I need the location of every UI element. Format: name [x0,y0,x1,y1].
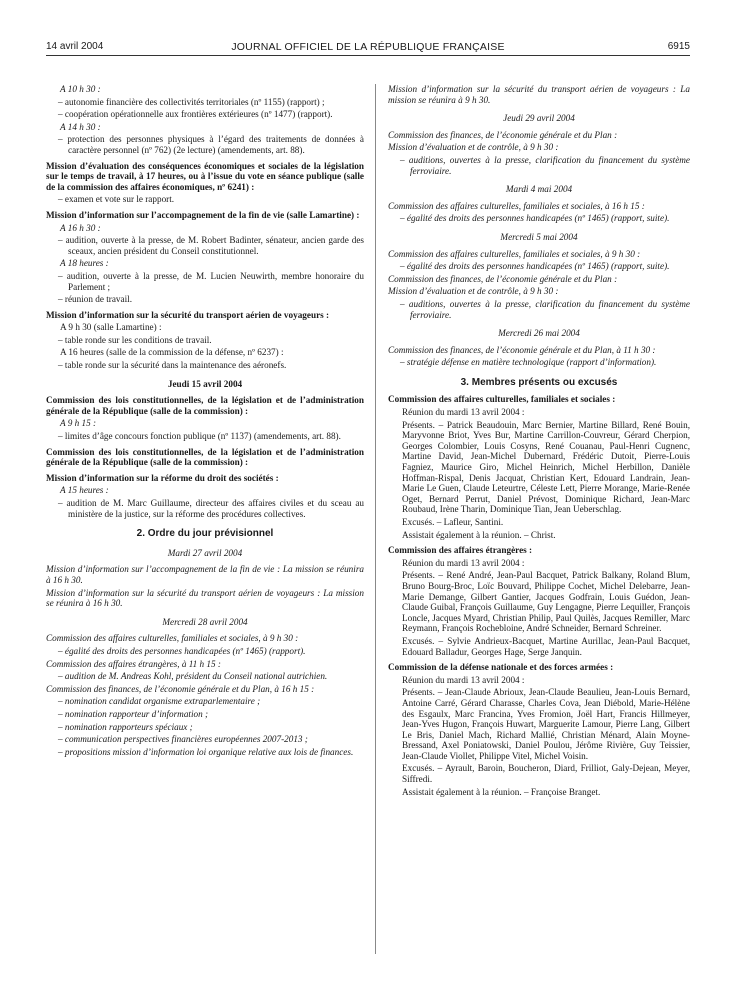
left-paragraph: A 14 h 30 : [60,121,101,132]
left-paragraph: – audition de M. Andreas Kohl, président du Conseil national autrichien. [58,671,328,682]
left-paragraph: – examen et vote sur le rapport. [58,194,175,205]
left-paragraph: Commission des affaires culturelles, familiales et sociales, à 9 h 30 : [46,633,299,644]
right-paragraph: Mission d’évaluation et de contrôle, à 9 h 30 : [388,286,559,297]
right-paragraph: – égalité des droits des personnes handicapées (nº 1465) (rapport, suite). [400,213,670,224]
column-divider [375,84,376,954]
right-paragraph: Excusés. – Ayrault, Baroin, Boucheron, Diard, Frilliot, Galy-Dejean, Meyer, Siffredi. [402,763,690,785]
left-paragraph: Mission d’information sur l’accompagnement de la fin de vie (salle Lamartine) : [46,209,360,220]
left-paragraph: – autonomie financière des collectivités territoriales (nº 1155) (rapport) ; [58,96,325,107]
left-paragraph: Mission d’information sur la réforme du droit des sociétés : [46,472,279,483]
left-paragraph: A 15 heures : [60,485,109,496]
header-date: 14 avril 2004 [46,41,104,52]
left-paragraph: 2. Ordre du jour prévisionnel [136,528,274,540]
left-paragraph: A 10 h 30 : [60,84,101,94]
right-paragraph: Commission des finances, de l’économie générale et du Plan : [388,129,618,140]
left-column [46,84,364,759]
right-paragraph: Commission des affaires culturelles, familiales et sociales, à 16 h 15 : [388,200,645,211]
left-paragraph: – réunion de travail. [58,294,132,305]
left-paragraph: – limites d’âge concours fonction publique (nº 1137) (amendements, art. 88). [58,431,341,442]
left-paragraph: – table ronde sur les conditions de travail. [58,334,212,345]
left-paragraph: A 18 heures : [60,258,109,269]
left-paragraph: Jeudi 15 avril 2004 [167,378,243,389]
right-paragraph: – auditions, ouvertes à la presse, clarification du financement du système ferroviaire. [400,154,690,176]
left-paragraph: Mercredi 28 avril 2004 [162,616,248,627]
left-paragraph: Commission des affaires étrangères, à 11 h 15 : [46,658,221,669]
header-rule [46,55,690,56]
right-paragraph: – auditions, ouvertes à la presse, clarification du financement du système ferroviaire. [400,298,690,320]
left-paragraph: – table ronde sur la sécurité dans la maintenance des aéronefs. [58,360,287,371]
left-paragraph: A 9 h 30 (salle Lamartine) : [60,322,162,333]
right-paragraph: Mission d’évaluation et de contrôle, à 9 h 30 : [388,142,559,153]
right-paragraph: Commission des finances, de l’économie générale et du Plan : [388,273,618,284]
right-paragraph: Commission des affaires culturelles, familiales et sociales, à 9 h 30 : [388,248,641,259]
left-paragraph: – coopération opérationnelle aux frontières extérieures (nº 1477) (rapport). [58,109,333,120]
left-paragraph: Mission d’information sur l’accompagnement de la fin de vie : La mission se réunira à 16 h 30. [46,564,364,585]
right-paragraph: – stratégie défense en matière technologique (rapport d’information). [400,357,657,368]
right-paragraph: Mercredi 26 mai 2004 [498,328,580,339]
right-paragraph: Commission des finances, de l’économie générale et du Plan, à 11 h 30 : [388,344,656,355]
left-paragraph: – audition de M. Marc Guillaume, directeur des affaires civiles et du sceau au ministère de la justice, sur la réforme des procédures collectives. [58,498,364,519]
right-paragraph: – égalité des droits des personnes handicapées (nº 1465) (rapport, suite). [400,261,670,272]
right-paragraph: Mercredi 5 mai 2004 [500,231,578,242]
left-paragraph: – audition, ouverte à la presse, de M. Robert Badinter, sénateur, ancien garde des sceaux, ancien président du Conseil constitutionnel. [58,235,364,256]
left-paragraph: Commission des lois constitutionnelles, de la législation et de l’administration générale de la République (salle de la commission) : [46,446,364,468]
right-paragraph: Présents. – Patrick Beaudouin, Marc Bernier, Martine Billard, René Bouin, Maryvonne Briot, Yves Bur, Martine Carrillon-Couvreur, Gérard Cherpion, Georges Colombier, Louis Cosyns, René Couanau, Paul-Henri Cugnenc, Martine David, Jean-Michel Dubernard, Frédéric Dutoit, Pierre-Louis Fagniez, Maurice Giro, Michel Heinrich, Michel Herbillon, Danièle Hoffman-Rispal, Denis Jacquat, Christian Kert, Edouard Landrain, Jean-Marie Le Guen, Claude Leteurtre, Céleste Lett, Pierre Morange, Marie-Renée Oget, Bernard Perrut, Daniel Prévost, Dominique Richard, Jean-Marc Roubaud, Irène Tharin, Dominique Tian, Jean Ueberschlag. [402,419,690,515]
left-paragraph: Mission d’information sur la sécurité du transport aérien de voyageurs : La mission se réunira à 16 h 30. [46,587,364,609]
right-paragraph: Mission d’information sur la sécurité du transport aérien de voyageurs : La mission se réunira à 9 h 30. [388,84,690,105]
right-paragraph: Commission de la défense nationale et des forces armées : [388,662,614,673]
left-paragraph: Mardi 27 avril 2004 [167,547,243,558]
right-paragraph: Jeudi 29 avril 2004 [503,113,575,124]
left-paragraph: – nomination rapporteurs spéciaux ; [58,721,193,732]
right-paragraph: Commission des affaires étrangères : [388,545,533,556]
right-paragraph: 3. Membres présents ou excusés [460,376,618,388]
left-paragraph: – nomination candidat organisme extraparlementaire ; [58,696,261,707]
page-number: 6915 [667,41,690,52]
left-paragraph: – communication perspectives financières européennes 2007-2013 ; [58,734,308,745]
page-header [46,41,690,55]
right-paragraph: Excusés. – Lafleur, Santini. [402,517,504,527]
left-paragraph: Commission des finances, de l’économie générale et du Plan, à 16 h 15 : [46,683,315,694]
right-paragraph: Assistait également à la réunion. – Françoise Branget. [402,786,601,797]
left-paragraph: – audition, ouverte à la presse, de M. Lucien Neuwirth, membre honoraire du Parlement ; [58,270,364,292]
right-paragraph: Excusés. – Sylvie Andrieux-Bacquet, Martine Aurillac, Jean-Paul Bacquet, Edouard Balladur, Georges Hage, Serge Janquin. [402,635,690,657]
right-paragraph: Présents. – René André, Jean-Paul Bacquet, Patrick Balkany, Roland Blum, Bruno Bourg-Broc, Loïc Bouvard, Philippe Cochet, Michel Delebarre, Jean-Marie Demange, Gilbert Gantier, Jacques Godfrain, Louis Guédon, Jean-Claude Guibal, François Guillaume, Guy Lengagne, Pierre Lequiller, François Loncle, Jacques Myard, Christian Philip, Paul Quilès, Jacques Remiller, Marc Reymann, François Rochebloine, André Schneider, Bernard Schreiner. [402,570,690,634]
left-paragraph: – protection des personnes physiques à l’égard des traitements de données à caractère personnel (nº 762) (2e lecture) (amendements, art. 88). [58,134,364,155]
right-column [388,84,690,799]
left-paragraph: – égalité des droits des personnes handicapées (nº 1465) (rapport). [58,645,306,656]
left-paragraph: A 16 h 30 : [60,222,101,233]
right-paragraph: Réunion du mardi 13 avril 2004 : [402,674,525,685]
left-paragraph: Mission d’évaluation des conséquences économiques et sociales de la législation sur le temps de travail, à 17 heures, ou à l’issue du vote en séance publique (salle de la commission des affaires économiques, nº 6241) : [46,160,364,192]
left-paragraph: Mission d’information sur la sécurité du transport aérien de voyageurs : [46,309,330,320]
right-paragraph: Mardi 4 mai 2004 [505,184,573,195]
right-paragraph: Commission des affaires culturelles, familiales et sociales : [388,394,616,405]
right-paragraph: Présents. – Jean-Claude Abrioux, Jean-Claude Beaulieu, Jean-Louis Bernard, Antoine Carré, Gérard Charasse, Charles Cova, Jean Diébold, Marie-Hélène des Esgaulx, Marc Francina, Yves Fromion, Joël Hart, Francis Hillmeyer, Jean-Yves Hugon, François Huwart, Marguerite Lamour, Pierre Lang, Gilbert Le Bris, Daniel Mach, Richard Mallié, Christian Ménard, Alain Moyne-Bressand, Axel Poniatowski, Daniel Poulou, Jérôme Rivière, Guy Teissier, Jean-Claude Viollet, Philippe Vitel, Michel Voisin. [402,687,690,761]
journal-title: JOURNAL OFFICIEL DE LA RÉPUBLIQUE FRANÇAISE [231,41,505,53]
left-paragraph: – nomination rapporteur d’information ; [58,708,209,719]
left-paragraph: – propositions mission d’information loi organique relative aux lois de finances. [58,746,354,757]
left-paragraph: A 9 h 15 : [60,418,97,429]
left-paragraph: A 16 heures (salle de la commission de la défense, nº 6237) : [60,347,284,358]
right-paragraph: Assistait également à la réunion. – Christ. [402,529,556,540]
right-paragraph: Réunion du mardi 13 avril 2004 : [402,407,525,418]
left-paragraph: Commission des lois constitutionnelles, de la législation et de l’administration générale de la République (salle de la commission) : [46,395,364,416]
right-paragraph: Réunion du mardi 13 avril 2004 : [402,557,525,568]
